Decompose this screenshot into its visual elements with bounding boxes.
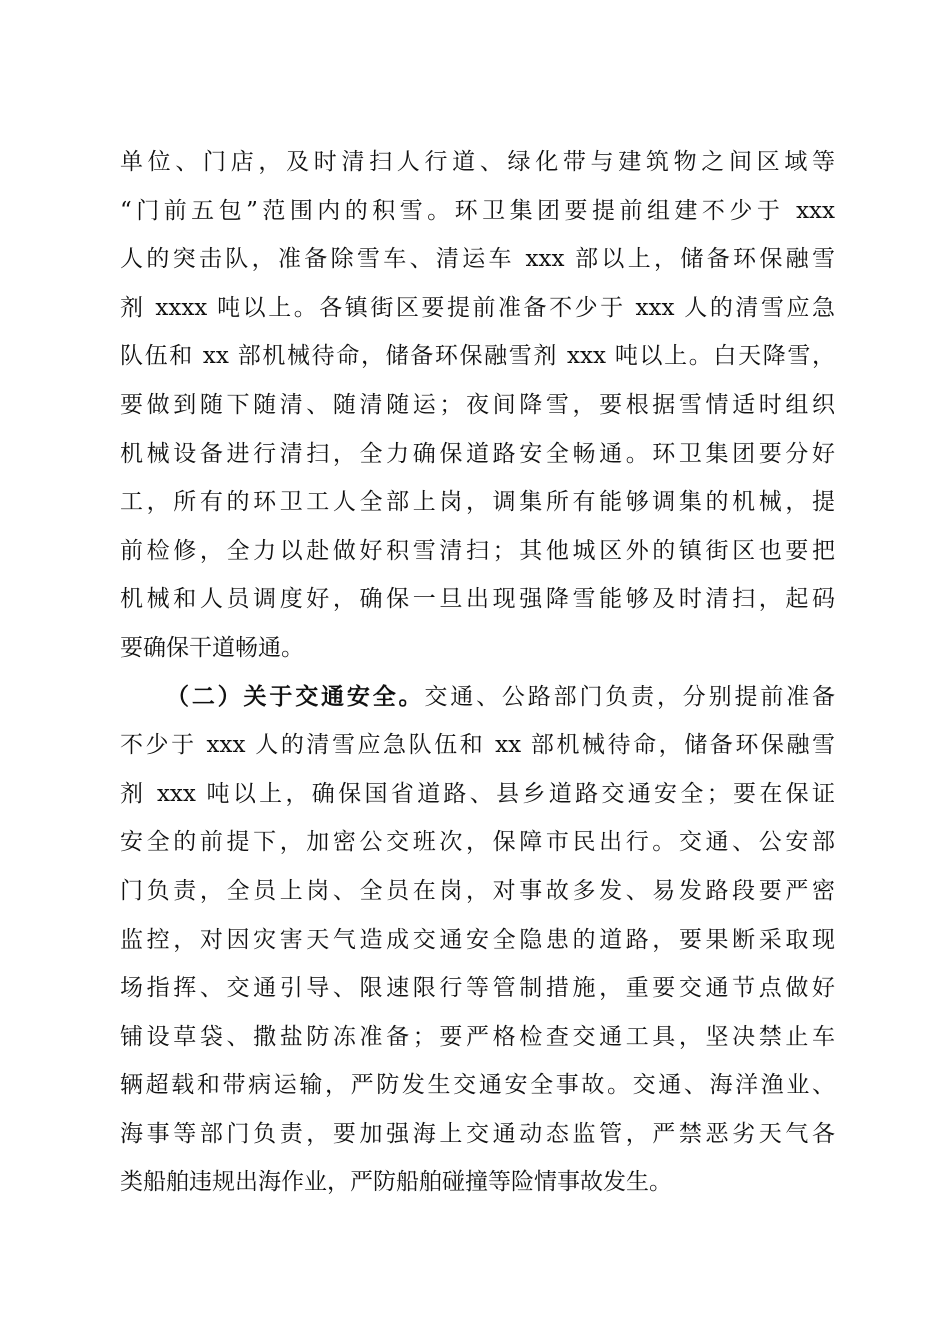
paragraph-traffic-safety	[120, 673, 835, 1208]
text-line: 要做到随下随清、随清随运；夜间降雪，要根据雪情适时组织	[120, 391, 835, 418]
text-line: 前检修，全力以赴做好积雪清扫；其他城区外的镇街区也要把	[120, 537, 835, 564]
text-line: 剂 xxxx 吨以上。各镇街区要提前准备不少于 xxx 人的清雪应急	[120, 294, 835, 321]
text-line: 门负责，全员上岗、全员在岗，对事故多发、易发路段要严密	[120, 877, 835, 904]
text-line: 机械设备进行清扫，全力确保道路安全畅通。环卫集团要分好	[120, 440, 835, 467]
text-run: 交通、公路部门负责，分别提前准备	[424, 683, 836, 710]
text-line: 场指挥、交通引导、限速限行等管制措施，重要交通节点做好	[120, 975, 835, 1002]
text-line: 人的突击队，准备除雪车、清运车 xxx 部以上，储备环保融雪	[120, 246, 835, 273]
text-line: “门前五包”范围内的积雪。环卫集团要提前组建不少于 xxx	[120, 197, 835, 224]
paragraph-snow-clearing	[120, 138, 835, 673]
text-line: 类船舶违规出海作业，严防船舶碰撞等险情事故发生。	[120, 1169, 672, 1196]
text-line: 单位、门店，及时清扫人行道、绿化带与建筑物之间区域等	[120, 149, 835, 175]
text-line: 辆超载和带病运输，严防发生交通安全事故。交通、海洋渔业、	[120, 1072, 835, 1099]
text-line: 要确保干道畅通。	[120, 634, 304, 661]
text-line: 监控，对因灾害天气造成交通安全隐患的道路，要果断采取现	[120, 926, 835, 953]
section-heading: （二）关于交通安全。	[166, 682, 425, 710]
text-line: 剂 xxx 吨以上，确保国省道路、县乡道路交通安全；要在保证	[120, 780, 835, 807]
text-line: 海事等部门负责，要加强海上交通动态监管，严禁恶劣天气各	[120, 1120, 835, 1147]
text-line: 不少于 xxx 人的清雪应急队伍和 xx 部机械待命，储备环保融雪	[120, 732, 835, 759]
document-body	[120, 138, 835, 1207]
text-line: 铺设草袋、撒盐防冻准备；要严格检查交通工具，坚决禁止车	[120, 1023, 835, 1050]
text-line: 机械和人员调度好，确保一旦出现强降雪能够及时清扫，起码	[120, 586, 835, 613]
text-line	[120, 673, 835, 722]
text-line: 队伍和 xx 部机械待命，储备环保融雪剂 xxx 吨以上。白天降雪，	[120, 343, 835, 370]
text-line: 工，所有的环卫工人全部上岗，调集所有能够调集的机械，提	[120, 489, 835, 516]
text-line: 安全的前提下，加密公交班次，保障市民出行。交通、公安部	[120, 829, 835, 856]
